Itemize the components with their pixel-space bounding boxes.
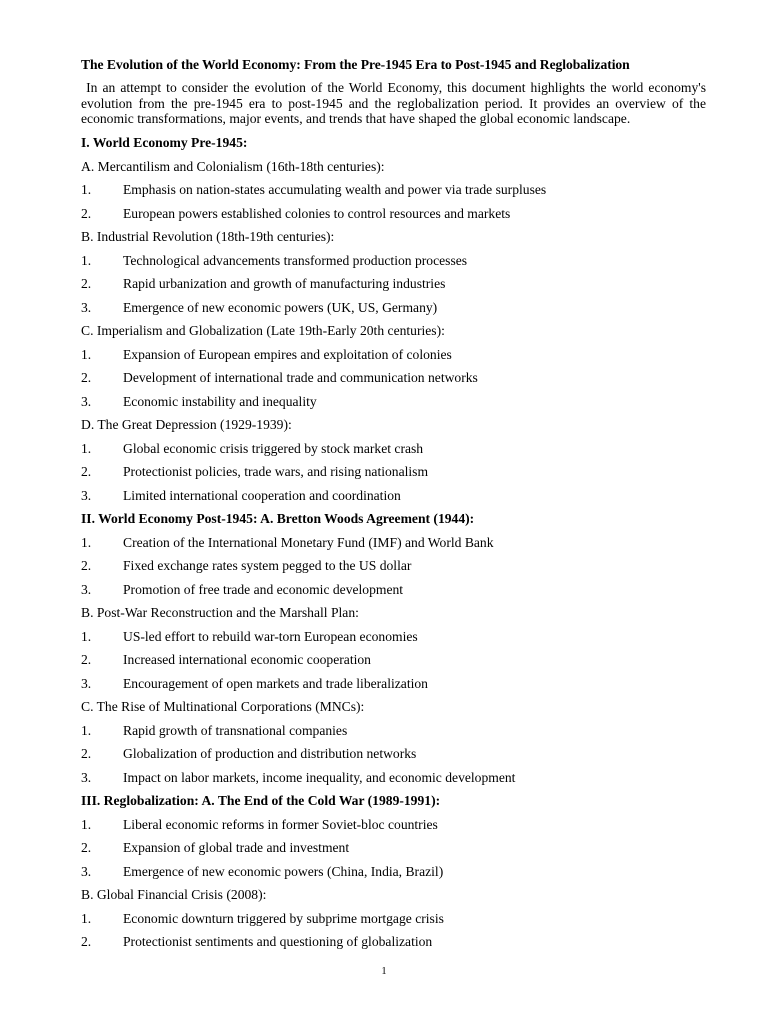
list-item-text: Limited international cooperation and coordination: [123, 487, 401, 503]
list-item: [81, 392, 706, 416]
list-item: [81, 556, 706, 580]
list-item-text: Rapid growth of transnational companies: [123, 722, 348, 738]
list-item-text: Impact on labor markets, income inequality, and economic development: [123, 769, 516, 785]
list-item-text: Increased international economic cooperation: [123, 652, 371, 667]
list-item: [81, 721, 706, 745]
list-item-text: Fixed exchange rates system pegged to the US dollar: [123, 558, 412, 573]
list-item-number: 1.: [81, 910, 92, 926]
subsection-heading: B. Industrial Revolution (18th-19th centuries):: [81, 229, 335, 244]
document-body: [81, 133, 706, 956]
list-item-number: 2.: [81, 370, 92, 385]
list-item-text: Expansion of global trade and investment: [123, 840, 350, 855]
list-item-number: 3.: [81, 769, 92, 785]
section-heading: II. World Economy Post-1945: A. Bretton Woods Agreement (1944):: [81, 511, 475, 526]
list-item: [81, 674, 706, 698]
list-item-number: 1.: [81, 722, 92, 738]
list-item-text: Globalization of production and distribution networks: [123, 746, 417, 761]
list-item-text: Liberal economic reforms in former Soviet-bloc countries: [123, 816, 438, 832]
list-item-number: 3.: [81, 487, 92, 503]
list-item: [81, 486, 706, 510]
list-item: [81, 274, 706, 298]
document-title: The Evolution of the World Economy: From the Pre-1945 Era to Post-1945 and Reglobalization: [81, 57, 630, 72]
list-item: [81, 862, 706, 886]
list-item-text: Economic instability and inequality: [123, 393, 317, 409]
subsection-heading: A. Mercantilism and Colonialism (16th-18th centuries):: [81, 158, 385, 174]
list-item-text: Promotion of free trade and economic development: [123, 581, 404, 597]
list-item-number: 2.: [81, 464, 92, 479]
list-item-number: 2.: [81, 934, 92, 949]
list-item: [81, 368, 706, 392]
list-item: [81, 838, 706, 862]
list-item: [81, 533, 706, 557]
list-item-text: Emphasis on nation-states accumulating wealth and power via trade surpluses: [123, 182, 547, 197]
list-item: [81, 439, 706, 463]
list-item-number: 2.: [81, 205, 92, 221]
list-item-number: 1.: [81, 440, 92, 456]
list-item: [81, 251, 706, 275]
section-heading: I. World Economy Pre-1945:: [81, 135, 248, 150]
list-item: [81, 580, 706, 604]
list-item-text: European powers established colonies to control resources and markets: [123, 205, 511, 221]
list-item: [81, 204, 706, 228]
list-item-text: Expansion of European empires and exploitation of colonies: [123, 346, 452, 362]
list-item: [81, 744, 706, 768]
list-item-number: 2.: [81, 276, 92, 291]
list-item-number: 2.: [81, 746, 92, 761]
list-item: [81, 815, 706, 839]
list-item-number: 1.: [81, 628, 92, 644]
list-item: [81, 650, 706, 674]
list-item-text: Global economic crisis triggered by stock market crash: [123, 440, 424, 456]
list-item-number: 3.: [81, 675, 92, 691]
list-item-number: 2.: [81, 652, 92, 667]
list-item-number: 3.: [81, 581, 92, 597]
list-item-text: Protectionist sentiments and questioning of globalization: [123, 934, 433, 949]
list-item-number: 2.: [81, 840, 92, 855]
list-item-text: Emergence of new economic powers (UK, US, Germany): [123, 299, 438, 315]
list-item: [81, 932, 706, 956]
list-item-text: Technological advancements transformed production processes: [123, 252, 468, 268]
list-item-number: 2.: [81, 558, 92, 573]
list-item: [81, 909, 706, 933]
list-item-text: Development of international trade and communication networks: [123, 370, 478, 385]
list-item-text: Rapid urbanization and growth of manufacturing industries: [123, 276, 446, 291]
list-item-text: Creation of the International Monetary Fund (IMF) and World Bank: [123, 534, 494, 550]
list-item-number: 1.: [81, 182, 92, 197]
list-item-number: 3.: [81, 393, 92, 409]
section-heading: III. Reglobalization: A. The End of the Cold War (1989-1991):: [81, 793, 441, 808]
list-item: [81, 627, 706, 651]
list-item-number: 3.: [81, 299, 92, 315]
list-item-number: 1.: [81, 816, 92, 832]
list-item-text: Emergence of new economic powers (China, India, Brazil): [123, 863, 444, 879]
list-item-number: 1.: [81, 534, 92, 550]
subsection-heading: B. Global Financial Crisis (2008):: [81, 887, 267, 902]
list-item-text: Economic downturn triggered by subprime mortgage crisis: [123, 910, 444, 926]
list-item-number: 3.: [81, 863, 92, 879]
list-item-number: 1.: [81, 252, 92, 268]
list-item-number: 1.: [81, 346, 92, 362]
list-item: [81, 345, 706, 369]
list-item-text: US-led effort to rebuild war-torn European economies: [123, 628, 418, 644]
subsection-heading: C. Imperialism and Globalization (Late 19th-Early 20th centuries):: [81, 323, 445, 338]
list-item-text: Encouragement of open markets and trade liberalization: [123, 675, 428, 691]
subsection-heading: B. Post-War Reconstruction and the Marshall Plan:: [81, 605, 359, 620]
page-number: 1: [381, 966, 387, 977]
list-item: [81, 298, 706, 322]
intro-paragraph: In an attempt to consider the evolution of the World Economy, this document highlights the world economy's evolution from the pre-1945 era to post-1945 and the reglobalization period. It provides an overview of the economic transformations, major events, and trends that have shaped the global economic landscape.: [81, 80, 706, 126]
list-item: [81, 462, 706, 486]
list-item: [81, 180, 706, 204]
subsection-heading: C. The Rise of Multinational Corporations (MNCs):: [81, 699, 365, 714]
subsection-heading: D. The Great Depression (1929-1939):: [81, 417, 292, 432]
list-item: [81, 768, 706, 792]
list-item-text: Protectionist policies, trade wars, and rising nationalism: [123, 464, 429, 479]
